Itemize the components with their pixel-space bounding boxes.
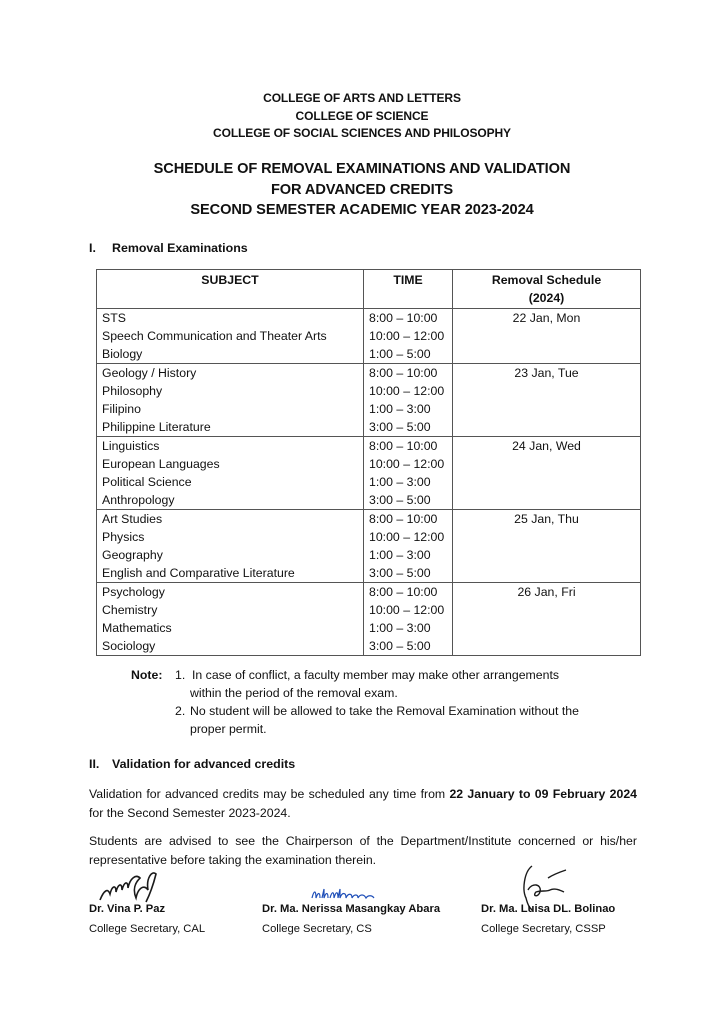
header-subject: SUBJECT bbox=[97, 270, 364, 309]
time-slot: 3:00 – 5:00 bbox=[369, 493, 431, 507]
times-cell bbox=[364, 583, 453, 656]
subject-name: Chemistry bbox=[102, 603, 158, 617]
subject-name: Sociology bbox=[102, 639, 156, 653]
subjects-cell bbox=[97, 583, 364, 656]
header-schedule-line-2: (2024) bbox=[528, 291, 565, 305]
title-line-1: SCHEDULE OF REMOVAL EXAMINATIONS AND VALIDATION bbox=[153, 161, 571, 177]
table-header-row bbox=[97, 270, 641, 309]
time-slot: 1:00 – 3:00 bbox=[369, 475, 431, 489]
time-slot: 10:00 – 12:00 bbox=[369, 457, 445, 471]
section-2-title: Validation for advanced credits bbox=[112, 757, 296, 771]
time-slot: 10:00 – 12:00 bbox=[369, 530, 445, 544]
time-slot: 1:00 – 5:00 bbox=[369, 347, 431, 361]
times-cell bbox=[364, 437, 453, 510]
validation-paragraph bbox=[89, 785, 637, 823]
header-schedule bbox=[453, 270, 641, 309]
time-slot: 10:00 – 12:00 bbox=[369, 329, 445, 343]
time-slot: 8:00 – 10:00 bbox=[369, 311, 438, 325]
subject-name: Filipino bbox=[102, 402, 141, 416]
signatory-2-role: College Secretary, CS bbox=[262, 923, 372, 935]
validation-date-range: 22 January to 09 February 2024 bbox=[449, 787, 637, 801]
time-slot: 3:00 – 5:00 bbox=[369, 639, 431, 653]
college-cssp: COLLEGE OF SOCIAL SCIENCES AND PHILOSOPHY bbox=[213, 126, 511, 140]
subjects-cell bbox=[97, 510, 364, 583]
time-slot: 8:00 – 10:00 bbox=[369, 585, 438, 599]
advisory-paragraph: Students are advised to see the Chairperson of the Department/Institute concerned or his/her representative before taking the examination therein. bbox=[89, 834, 637, 867]
time-slot: 1:00 – 3:00 bbox=[369, 402, 431, 416]
title-line-2: FOR ADVANCED CREDITS bbox=[270, 181, 454, 198]
subject-name: European Languages bbox=[102, 457, 220, 471]
college-cal: COLLEGE OF ARTS AND LETTERS bbox=[263, 91, 461, 105]
subject-name: STS bbox=[102, 311, 126, 325]
signatory-1-role: College Secretary, CAL bbox=[89, 923, 206, 935]
schedule-date: 23 Jan, Tue bbox=[453, 364, 641, 437]
section-1-number: I. bbox=[89, 241, 96, 255]
signatory-1 bbox=[89, 899, 205, 939]
subject-name: Philosophy bbox=[102, 384, 163, 398]
signatory-3 bbox=[481, 899, 615, 939]
subject-name: Linguistics bbox=[102, 439, 160, 453]
header-time: TIME bbox=[364, 270, 453, 309]
signatory-2-name: Dr. Ma. Nerissa Masangkay Abara bbox=[262, 903, 441, 915]
validation-text-before: Validation for advanced credits may be scheduled any time from bbox=[89, 787, 450, 801]
table-row bbox=[97, 437, 641, 510]
times-cell bbox=[364, 510, 453, 583]
section-2-heading bbox=[89, 757, 295, 771]
subjects-cell bbox=[97, 437, 364, 510]
time-slot: 8:00 – 10:00 bbox=[369, 512, 438, 526]
table-row bbox=[97, 364, 641, 437]
time-slot: 8:00 – 10:00 bbox=[369, 439, 438, 453]
subjects-cell bbox=[97, 364, 364, 437]
college-list bbox=[0, 90, 724, 143]
subject-name: Art Studies bbox=[102, 512, 163, 526]
note-item-2-line-1: No student will be allowed to take the Removal Examination without the bbox=[190, 704, 579, 718]
times-cell bbox=[364, 364, 453, 437]
schedule-date: 25 Jan, Thu bbox=[453, 510, 641, 583]
schedule-date: 22 Jan, Mon bbox=[453, 309, 641, 364]
subject-name: Psychology bbox=[102, 585, 165, 599]
note-label: Note: bbox=[131, 668, 163, 682]
subject-name: Biology bbox=[102, 347, 143, 361]
note-item-1-number: 1. bbox=[175, 668, 186, 682]
note-item-2-number: 2. bbox=[175, 704, 186, 718]
section-1-title: Removal Examinations bbox=[112, 241, 248, 255]
table-row bbox=[97, 309, 641, 364]
subject-name: English and Comparative Literature bbox=[102, 566, 295, 580]
schedule-date: 26 Jan, Fri bbox=[453, 583, 641, 656]
table-row bbox=[97, 583, 641, 656]
note-item-1 bbox=[175, 666, 635, 702]
subject-name: Mathematics bbox=[102, 621, 172, 635]
time-slot: 3:00 – 5:00 bbox=[369, 566, 431, 580]
subject-name: Anthropology bbox=[102, 493, 175, 507]
subject-name: Political Science bbox=[102, 475, 192, 489]
signatory-1-name: Dr. Vina P. Paz bbox=[89, 903, 166, 915]
subject-name: Philippine Literature bbox=[102, 420, 211, 434]
table-body bbox=[97, 309, 641, 656]
time-slot: 8:00 – 10:00 bbox=[369, 366, 438, 380]
document-title bbox=[0, 159, 724, 221]
table-row bbox=[97, 510, 641, 583]
note-item-2-line-2: proper permit. bbox=[190, 722, 267, 736]
subjects-cell bbox=[97, 309, 364, 364]
header-schedule-line-1: Removal Schedule bbox=[491, 273, 602, 287]
time-slot: 3:00 – 5:00 bbox=[369, 420, 431, 434]
validation-text-after: for the Second Semester 2023-2024. bbox=[89, 806, 291, 820]
section-2-number: II. bbox=[89, 757, 100, 771]
college-cs: COLLEGE OF SCIENCE bbox=[295, 108, 429, 123]
signatory-3-name: Dr. Ma. Luisa DL. Bolinao bbox=[481, 903, 616, 915]
subject-name: Physics bbox=[102, 530, 145, 544]
note-item-1-line-1: In case of conflict, a faculty member may make other arrangements bbox=[192, 668, 560, 682]
signatory-3-role: College Secretary, CSSP bbox=[481, 923, 606, 935]
signatory-2 bbox=[262, 899, 440, 939]
subject-name: Geography bbox=[102, 548, 163, 562]
removal-schedule-table bbox=[96, 269, 641, 656]
note-item-2 bbox=[175, 702, 635, 738]
time-slot: 1:00 – 3:00 bbox=[369, 548, 431, 562]
subject-name: Geology / History bbox=[102, 366, 197, 380]
time-slot: 10:00 – 12:00 bbox=[369, 603, 445, 617]
title-line-3: SECOND SEMESTER ACADEMIC YEAR 2023-2024 bbox=[190, 202, 534, 218]
time-slot: 10:00 – 12:00 bbox=[369, 384, 445, 398]
schedule-date: 24 Jan, Wed bbox=[453, 437, 641, 510]
time-slot: 1:00 – 3:00 bbox=[369, 621, 431, 635]
section-1-heading bbox=[89, 241, 248, 255]
note-item-1-line-2: within the period of the removal exam. bbox=[190, 686, 398, 700]
subject-name: Speech Communication and Theater Arts bbox=[102, 329, 327, 343]
times-cell bbox=[364, 309, 453, 364]
